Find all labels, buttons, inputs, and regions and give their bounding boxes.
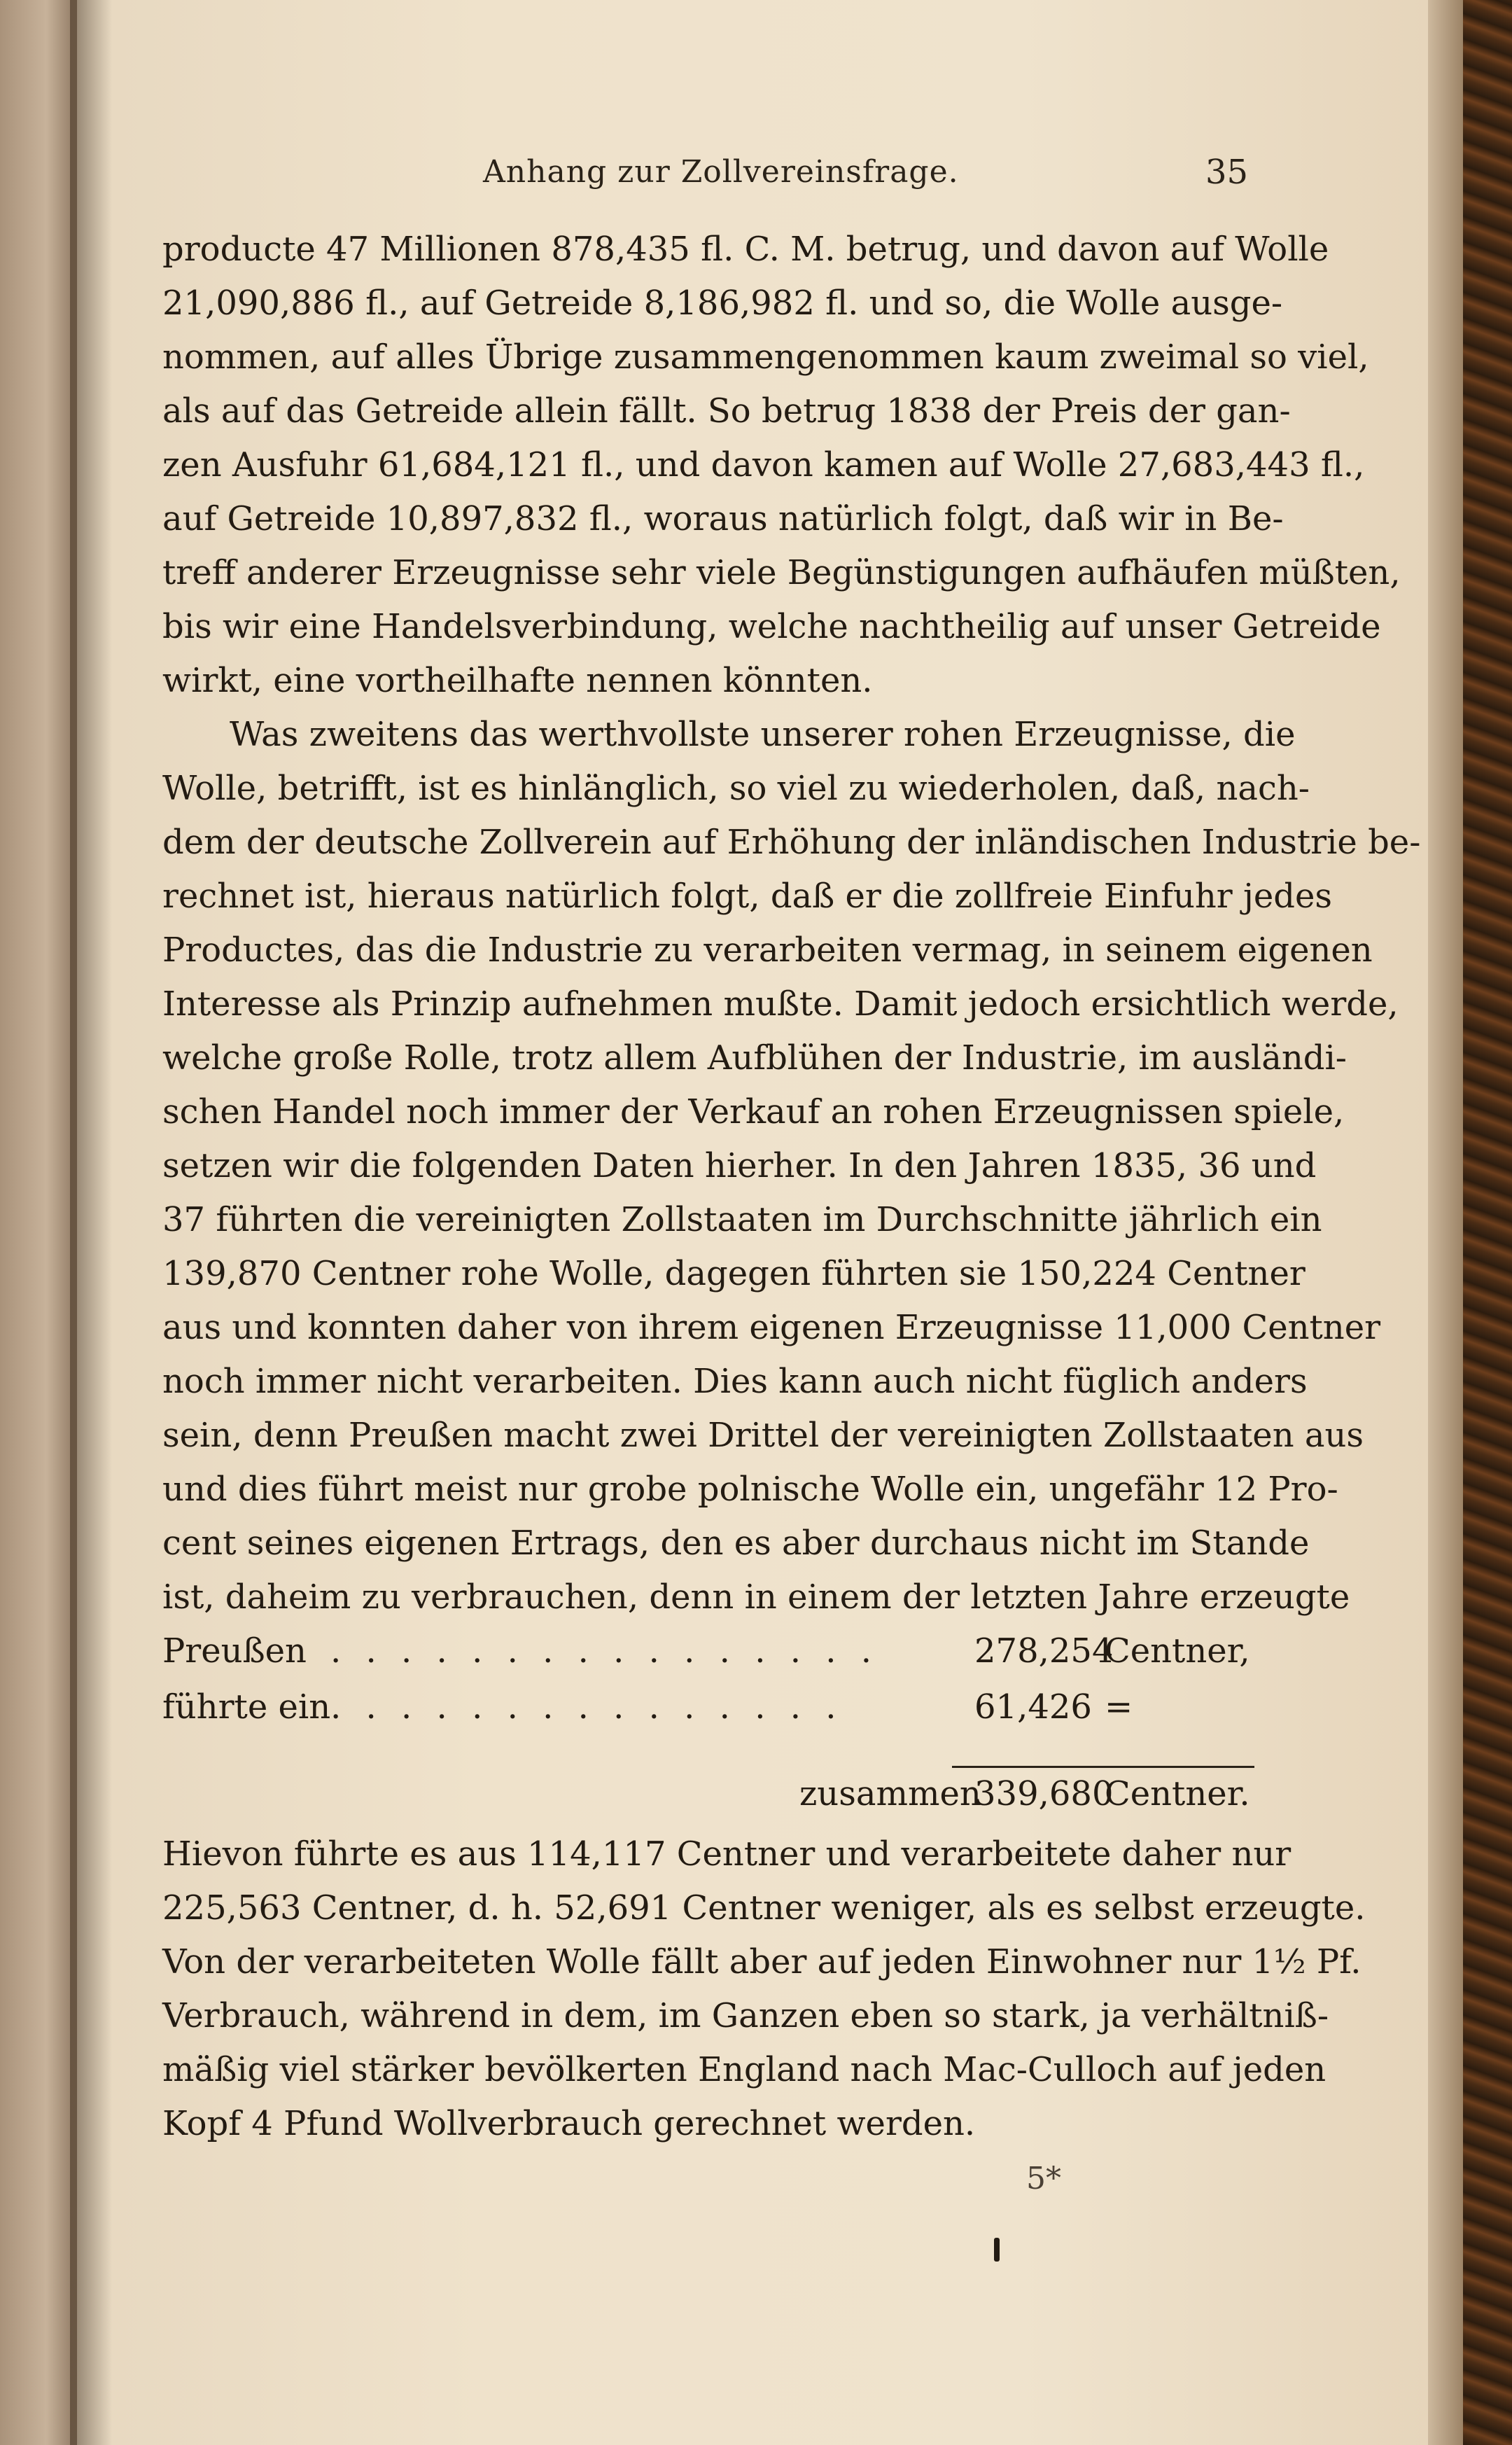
row-label: Preußen [162,1631,307,1671]
running-title: Anhang zur Zollvereinsfrage. [483,154,959,190]
body-text [162,223,1421,1624]
text-line: Productes, das die Industrie zu verarbeiten vermag, in seinem eigenen [162,931,1373,970]
text-line: noch immer nicht verarbeiten. Dies kann auch nicht füglich anders [162,1362,1308,1401]
text-line: dem der deutsche Zollverein auf Erhöhung der inländischen Industrie be- [162,823,1421,862]
marbled-cover-edge [1463,0,1512,2445]
sum-label: zusammen [799,1774,981,1813]
text-line: Verbrauch, während in dem, im Ganzen eben so stark, ja verhältniß- [162,1996,1329,2035]
text-line: cent seines eigenen Ertrags, den es aber durchaus nicht im Stande [162,1524,1310,1563]
text-line: bis wir eine Handelsverbindung, welche nachtheilig auf unser Getreide [162,607,1381,646]
text-line: Interesse als Prinzip aufnehmen mußte. Damit jedoch ersichtlich werde, [162,984,1399,1024]
sum-value: 339,680 [974,1774,1114,1813]
row-value: 61,426 [974,1687,1092,1727]
sum-row [162,1767,1254,1821]
text-line: rechnet ist, hieraus natürlich folgt, daß er die zollfreie Einfuhr jedes [162,877,1333,916]
text-line: ist, daheim zu verbrauchen, denn in einem der letzten Jahre erzeugte [162,1577,1350,1617]
text-line: als auf das Getreide allein fällt. So betrug 1838 der Preis der gan- [162,391,1291,431]
text-line: auf Getreide 10,897,832 fl., woraus natürlich folgt, daß wir in Be- [162,499,1284,538]
page-gutter [70,0,112,2445]
text-line: sein, denn Preußen macht zwei Drittel der vereinigten Zollstaaten aus [162,1416,1364,1455]
text-line: 37 führten die vereinigten Zollstaaten im Durchschnitte jährlich ein [162,1200,1322,1239]
text-line: treff anderer Erzeugnisse sehr viele Begünstigungen aufhäufen müßten, [162,553,1401,592]
closing-text [162,1827,1366,2151]
row-value: 278,254 [974,1631,1114,1671]
text-line: producte 47 Millionen 878,435 fl. C. M. betrug, und davon auf Wolle [162,230,1329,269]
row-unit: Centner, [1105,1631,1250,1671]
text-line: Kopf 4 Pfund Wollverbrauch gerechnet werden. [162,2104,976,2143]
leader-dots: . . . . . . . . . . . . . . . [330,1687,844,1727]
text-line: aus und konnten daher von ihrem eigenen Erzeugnisse 11,000 Centner [162,1308,1381,1347]
text-line: und dies führt meist nur grobe polnische Wolle ein, ungefähr 12 Pro- [162,1470,1338,1509]
text-line: 225,563 Centner, d. h. 52,691 Centner weniger, als es selbst erzeugte. [162,1888,1366,1928]
sum-unit: Centner. [1105,1774,1250,1813]
text-line: nommen, auf alles Übrige zusammengenommen kaum zweimal so viel, [162,337,1369,377]
text-line: Hievon führte es aus 114,117 Centner und verarbeitete daher nur [162,1834,1292,1874]
leader-dots: . . . . . . . . . . . . . . . . [330,1631,878,1671]
paragraph-start: Was zweitens das werthvollste unserer rohen Erzeugnisse, die [230,715,1296,754]
text-line: welche große Rolle, trotz allem Aufblühen der Industrie, im ausländi- [162,1038,1348,1078]
text-line: 139,870 Centner rohe Wolle, dagegen führten sie 150,224 Centner [162,1254,1306,1293]
ink-mark [994,2238,1000,2262]
text-line: mäßig viel stärker bevölkerten England nach Mac-Culloch auf jeden [162,2050,1326,2089]
text-line: wirkt, eine vortheilhafte nennen könnten. [162,661,873,700]
table-row [162,1680,1254,1734]
table-row [162,1624,1254,1678]
text-line: 21,090,886 fl., auf Getreide 8,186,982 fl. und so, die Wolle ausge- [162,284,1283,323]
left-facing-page [0,0,77,2445]
page-number: 35 [1205,153,1249,192]
text-line: setzen wir die folgenden Daten hierher. In den Jahren 1835, 36 und [162,1146,1317,1185]
text-line: Wolle, betrifft, ist es hinlänglich, so viel zu wiederholen, daß, nach- [162,769,1310,808]
text-line: Von der verarbeiteten Wolle fällt aber auf jeden Einwohner nur 1½ Pf. [162,1942,1362,1981]
signature-mark: 5* [1026,2161,1061,2196]
text-line: zen Ausfuhr 61,684,121 fl., und davon kamen auf Wolle 27,683,443 fl., [162,445,1365,485]
text-line: schen Handel noch immer der Verkauf an rohen Erzeugnissen spiele, [162,1092,1345,1131]
row-unit: = [1105,1687,1133,1727]
page-edge [1428,0,1463,2445]
row-label: führte ein [162,1687,331,1727]
